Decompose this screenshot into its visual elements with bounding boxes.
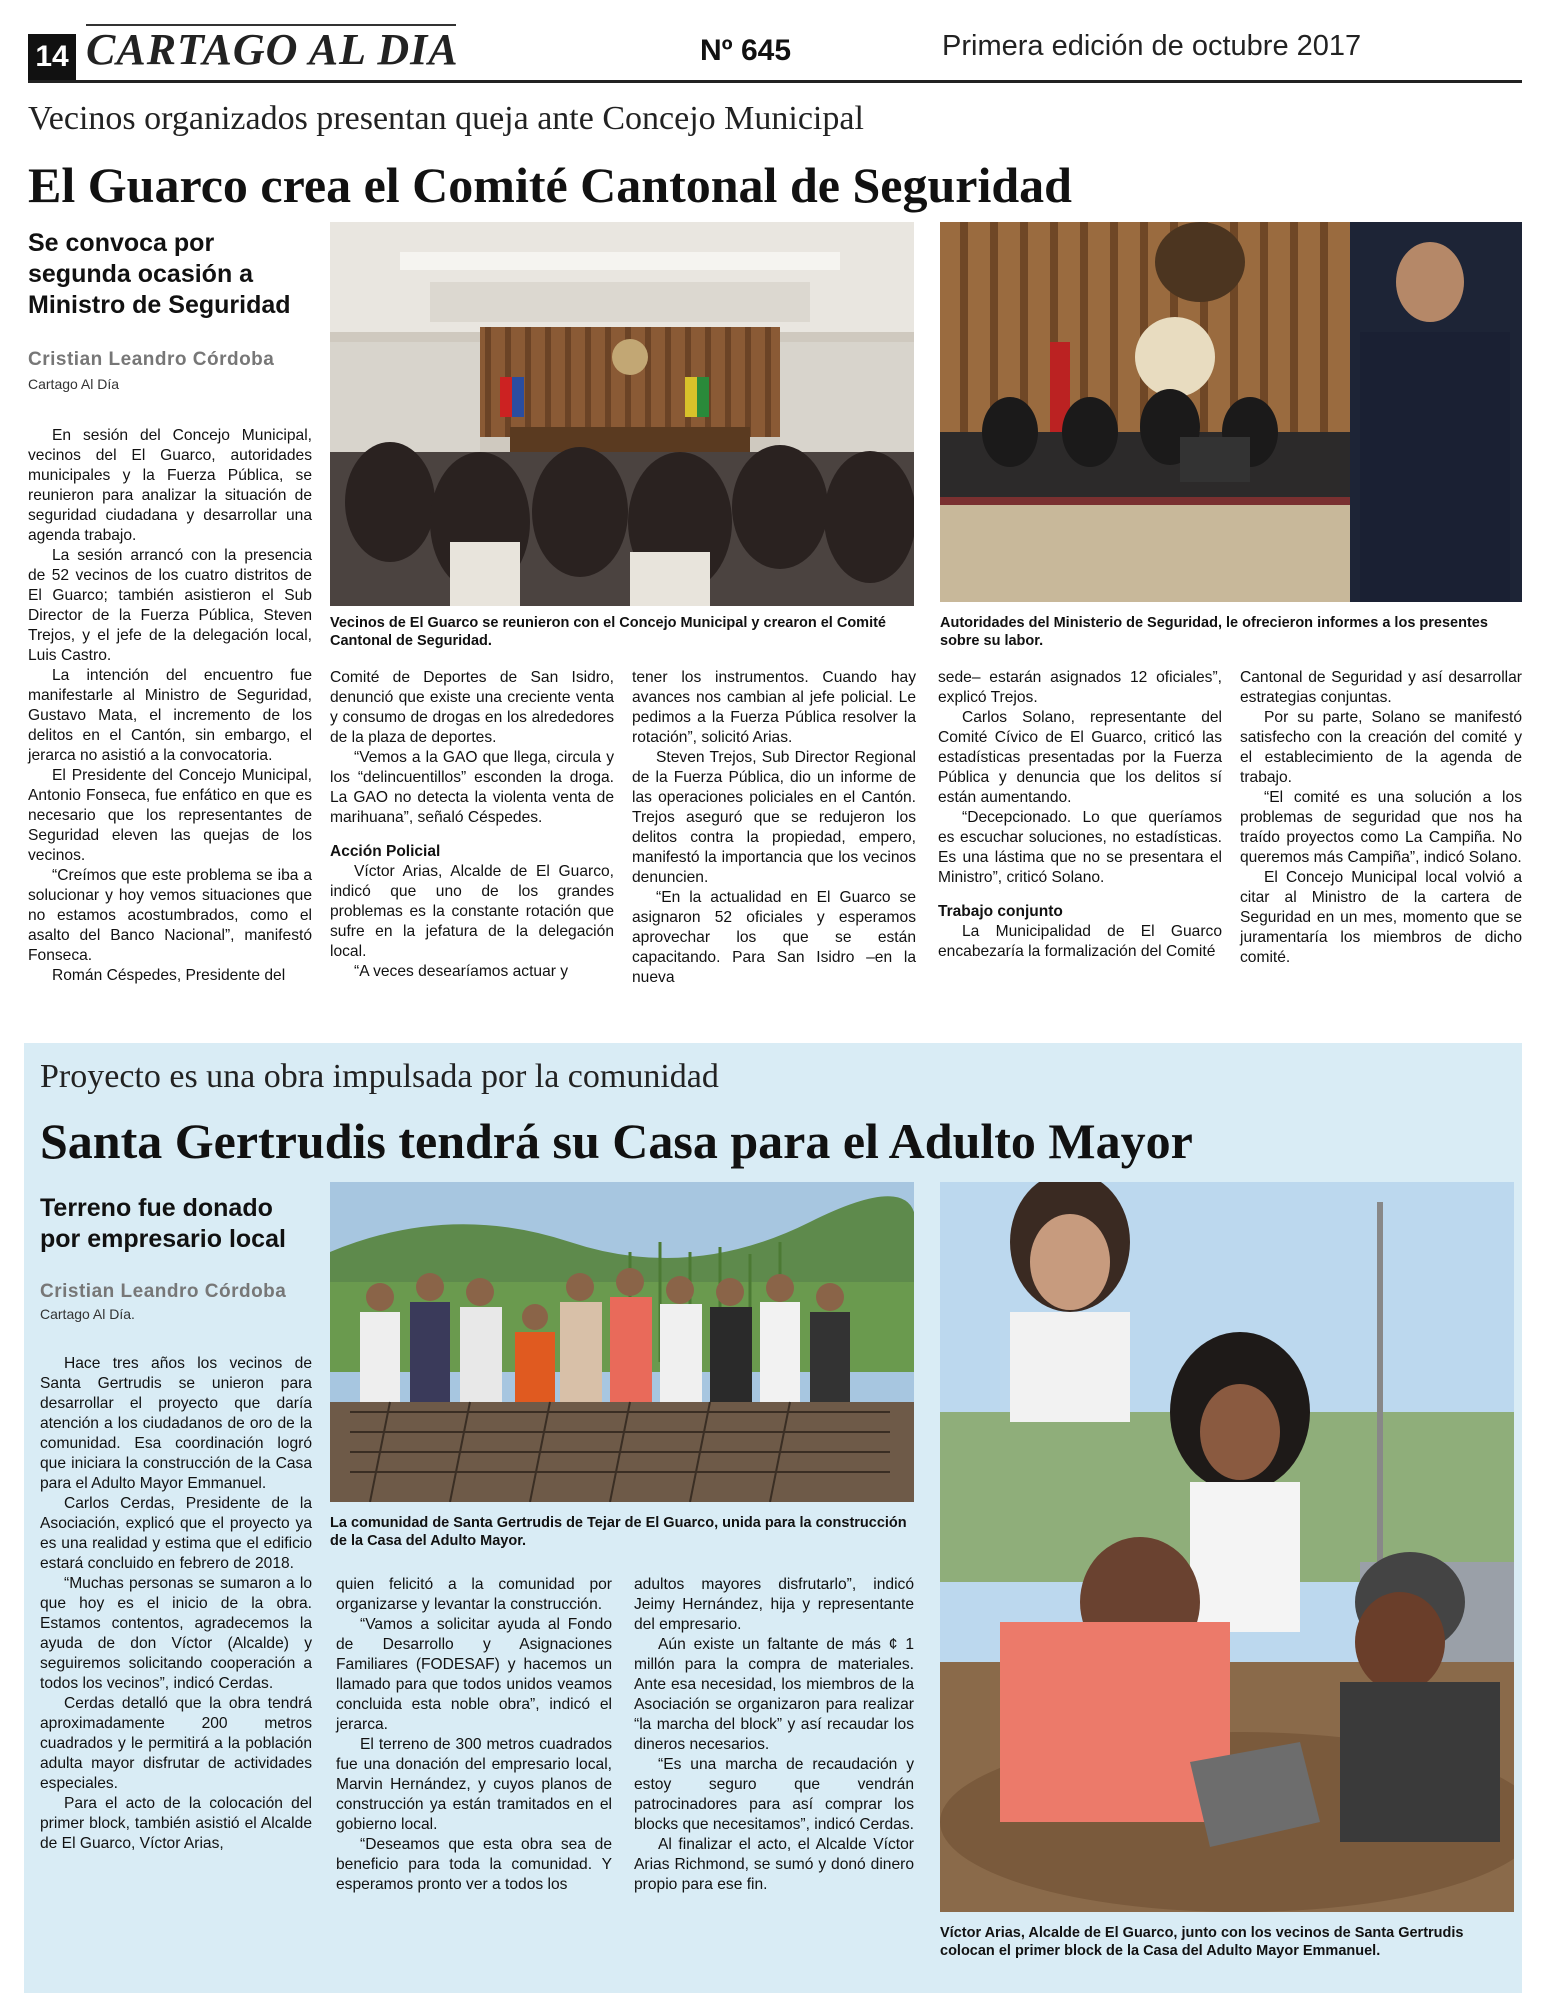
article1-photo2-caption: Autoridades del Ministerio de Seguridad, le ofrecieron informes a los presentes sobre su labor. xyxy=(940,615,1488,649)
article1-column-1 xyxy=(28,426,312,986)
article2-source: Cartago Al Día. xyxy=(40,1306,135,1322)
paragraph: Cantonal de Seguridad y así desarrollar estrategias conjuntas. xyxy=(1240,669,1522,706)
paragraph: “Muchas personas se sumaron a lo que hoy es el inicio de la obra. Estamos contentos, agradecemos la ayuda de don Víctor (Alcalde) y seguiremos solicitando cooperación a todos los vecinos”, indicó Cerdas. xyxy=(40,1575,312,1692)
paragraph: Carlos Solano, representante del Comité Cívico de El Guarco, criticó las estadísticas presentadas por la Fuerza Pública y denuncia que los delitos sí están aumentando. xyxy=(938,709,1222,806)
section-heading-accion-policial: Acción Policial xyxy=(330,843,441,860)
paragraph: “El comité es una solución a los problemas de seguridad que nos ha traído proyectos como La Campiña. No queremos más Campiña”, indicó Solano. xyxy=(1240,789,1522,866)
article2-photo2-caption: Víctor Arias, Alcalde de El Guarco, junto con los vecinos de Santa Gertrudis colocan el primer block de la Casa del Adulto Mayor Emmanuel. xyxy=(940,1925,1464,1959)
paragraph: Aún existe un faltante de más ¢ 1 millón para la compra de materiales. Ante esa necesidad, los miembros de la Asociación se organizaron para realizar “la marcha del block” y así recaudar los dineros necesarios. xyxy=(634,1636,914,1753)
paragraph: Comité de Deportes de San Isidro, denunció que existe una creciente venta y consumo de drogas en los alrededores de la plaza de deportes. xyxy=(330,669,614,746)
article1-column-5 xyxy=(1240,668,1522,968)
article1-column-4 xyxy=(938,668,1222,962)
paragraph: “En la actualidad en El Guarco se asignaron 52 oficiales y esperamos aprovechar los que se están capacitando. Para San Isidro –en la nueva xyxy=(632,889,916,986)
community-group-photo xyxy=(330,1182,914,1502)
paragraph: Steven Trejos, Sub Director Regional de la Fuerza Pública, dio un informe de las operaciones policiales en el Cantón. Trejos aseguró que se redujeron los delitos contra la propiedad, empero, manifestó la importancia que los vecinos denuncien. xyxy=(632,749,916,886)
paragraph: “Decepcionado. Lo que queríamos es escuchar soluciones, no estadísticas. Es una lástima que no se presentara el Ministro”, criticó Solano. xyxy=(938,809,1222,886)
article2-subhead: Terreno fue donado por empresario local xyxy=(40,1194,286,1253)
paragraph: tener los instrumentos. Cuando hay avances nos cambian al jefe policial. Le pedimos a la Fuerza Pública resolver la rotación”, solicitó Arias. xyxy=(632,669,916,746)
article1-column-3 xyxy=(632,668,916,988)
newspaper-logo: CARTAGO AL DIA xyxy=(86,25,459,74)
paragraph: El Presidente del Concejo Municipal, Antonio Fonseca, fue enfático en que es necesario que los representantes de Seguridad eleven las quejas de los vecinos. xyxy=(28,767,312,864)
header-rule xyxy=(28,80,1522,83)
paragraph: “Es una marcha de recaudación y estoy seguro que vendrán patrocinadores para así comprar los blocks que necesitamos”, indicó Cerdas. xyxy=(634,1756,914,1833)
security-authorities-photo xyxy=(940,222,1522,602)
paragraph: Cerdas detalló que la obra tendrá aproximadamente 200 metros cuadrados y le permitirá a la población adulta mayor disfrutar de actividades especiales. xyxy=(40,1695,312,1792)
paragraph: La sesión arrancó con la presencia de 52 vecinos de los cuatro distritos de El Guarco; también asistieron el Sub Director de la Fuerza Pública, Steven Trejos, y el jefe de la delegación local, Luis Castro. xyxy=(28,547,312,664)
article1-author: Cristian Leandro Córdoba xyxy=(28,349,275,370)
article1-column-2 xyxy=(330,668,614,982)
paragraph: adultos mayores disfrutarlo”, indicó Jeimy Hernández, hija y representante del empresario. xyxy=(634,1576,914,1633)
council-session-image xyxy=(330,222,914,606)
paragraph: Hace tres años los vecinos de Santa Gertrudis se unieron para desarrollar el proyecto que daría atención a los ciudadanos de oro de la comunidad. Esa coordinación logró que iniciara la construcción de la Casa para el Adulto Mayor Emmanuel. xyxy=(40,1355,312,1492)
article2-photo1-caption: La comunidad de Santa Gertrudis de Tejar de El Guarco, unida para la construcción de la Casa del Adulto Mayor. xyxy=(330,1515,907,1549)
paragraph: Víctor Arias, Alcalde de El Guarco, indicó que uno de los grandes problemas es la constante rotación que sufre en la jefatura de la delegación local. xyxy=(330,863,614,960)
first-block-image xyxy=(940,1182,1514,1912)
paragraph: Por su parte, Solano se manifestó satisfecho con la creación del comité y el establecimiento de la agenda de trabajo. xyxy=(1240,709,1522,786)
paragraph: La intención del encuentro fue manifestarle al Ministro de Seguridad, Gustavo Mata, el incremento de los delitos en el Cantón, sin embargo, el jerarca no asistió a la convocatoria. xyxy=(28,667,312,764)
paragraph: sede– estarán asignados 12 oficiales”, explicó Trejos. xyxy=(938,669,1222,706)
paragraph: “Vamos a solicitar ayuda al Fondo de Desarrollo y Asignaciones Familiares (FODESAF) y hacemos un llamado para que todos unidos veamos concluida esta noble obra”, indicó el jerarca. xyxy=(336,1616,612,1733)
paragraph: Román Céspedes, Presidente del xyxy=(52,967,286,984)
page-number: 14 xyxy=(28,34,76,80)
issue-number: Nº 645 xyxy=(700,34,792,67)
paragraph: quien felicitó a la comunidad por organizarse y levantar la construcción. xyxy=(336,1576,612,1613)
article2-column-3 xyxy=(634,1575,914,1895)
paragraph: “Creímos que este problema se iba a solucionar y hoy vemos situaciones que no estamos acostumbrados, como el asalto del Banco Nacional”, manifestó Fonseca. xyxy=(28,867,312,964)
community-group-image xyxy=(330,1182,914,1502)
paragraph: La Municipalidad de El Guarco encabezaría la formalización del Comité xyxy=(938,923,1222,960)
paragraph: “Deseamos que esta obra sea de beneficio para toda la comunidad. Y esperamos pronto ver a todos los xyxy=(336,1836,612,1893)
article1-source: Cartago Al Día xyxy=(28,376,120,392)
article2-kicker: Proyecto es una obra impulsada por la comunidad xyxy=(40,1058,719,1095)
paragraph: Al finalizar el acto, el Alcalde Víctor Arias Richmond, se sumó y donó dinero propio para ese fin. xyxy=(634,1836,914,1893)
edition-date: Primera edición de octubre 2017 xyxy=(942,30,1362,62)
paragraph: “Vemos a la GAO que llega, circula y los “delincuentillos” esconden la droga. La GAO no detecta la violenta venta de marihuana”, señaló Céspedes. xyxy=(330,749,614,826)
section-heading-trabajo-conjunto: Trabajo conjunto xyxy=(938,903,1063,920)
article1-headline: El Guarco crea el Comité Cantonal de Seguridad xyxy=(28,157,1072,213)
first-block-photo xyxy=(940,1182,1514,1912)
paragraph: El terreno de 300 metros cuadrados fue una donación del empresario local, Marvin Hernández, y cuyos planos de construcción ya están tramitados en el gobierno local. xyxy=(336,1736,612,1833)
council-session-photo xyxy=(330,222,914,606)
paragraph: Para el acto de la colocación del primer block, también asistió el Alcalde de El Guarco, Víctor Arias, xyxy=(40,1795,312,1852)
article1-photo1-caption: Vecinos de El Guarco se reunieron con el Concejo Municipal y crearon el Comité Cantonal de Seguridad. xyxy=(330,615,886,649)
article2-headline: Santa Gertrudis tendrá su Casa para el Adulto Mayor xyxy=(40,1113,1193,1169)
paragraph: Carlos Cerdas, Presidente de la Asociación, explicó que el proyecto ya es una realidad y estima que el edificio estará concluido en febrero de 2018. xyxy=(40,1495,312,1572)
security-authorities-image xyxy=(940,222,1522,602)
article1-subhead: Se convoca por segunda ocasión a Ministro de Seguridad xyxy=(28,229,291,319)
article2-column-2 xyxy=(336,1575,612,1895)
paragraph: El Concejo Municipal local volvió a citar al Ministro de la cartera de Seguridad en un mes, momento que se juramentaría los miembros de dicho comité. xyxy=(1240,869,1522,966)
article2-column-1 xyxy=(40,1354,312,1854)
paragraph: En sesión del Concejo Municipal, vecinos del El Guarco, autoridades municipales y la Fuerza Pública, se reunieron para analizar la situación de seguridad ciudadana y desarrollar una agenda trabajo. xyxy=(28,427,312,544)
paragraph: “A veces desearíamos actuar y xyxy=(354,963,569,980)
article1-kicker: Vecinos organizados presentan queja ante Concejo Municipal xyxy=(28,100,864,137)
article2-author: Cristian Leandro Córdoba xyxy=(40,1281,287,1302)
